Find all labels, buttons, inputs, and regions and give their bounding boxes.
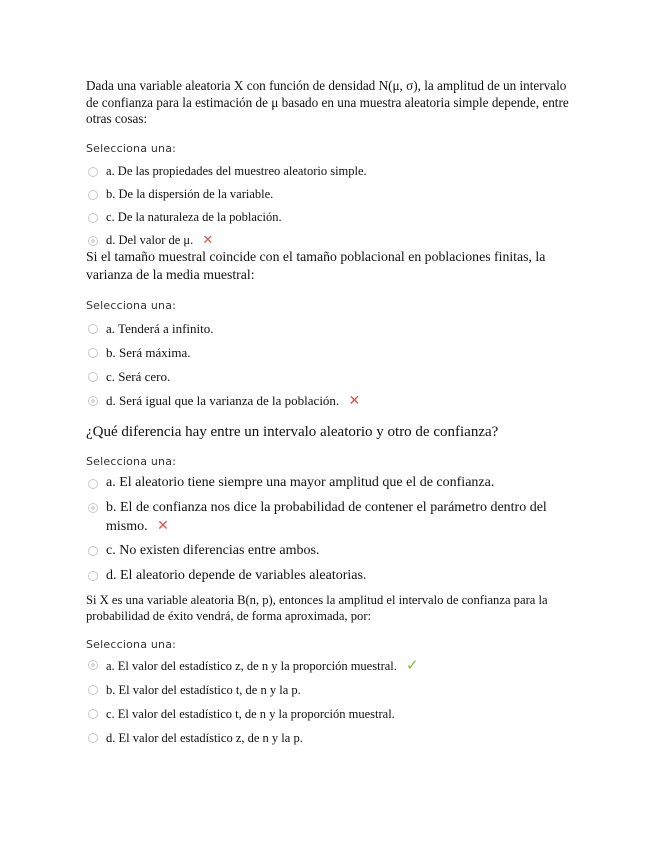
radio-button[interactable] <box>88 190 98 200</box>
question-3-option-c[interactable] <box>86 538 576 563</box>
question-4-stem: Si X es una variable aleatoria B(n, p), entonces la amplitud el intervalo de confianza para la probabilidad de éxito vendrá, de forma aproximada, por: <box>86 593 548 623</box>
question-2-option-a[interactable] <box>86 317 576 341</box>
radio-button-selected[interactable] <box>88 503 98 513</box>
option-label: b. El de confianza nos dice la probabilidad de contener el parámetro dentro del mismo. <box>106 500 547 534</box>
question-3-option-a[interactable] <box>86 471 576 495</box>
question-2-prompt: Selecciona una: <box>86 299 177 312</box>
incorrect-icon: ✕ <box>348 393 361 409</box>
question-3-prompt: Selecciona una: <box>86 455 177 468</box>
question-1-prompt: Selecciona una: <box>86 141 177 155</box>
radio-button[interactable] <box>88 571 98 581</box>
question-3-option-d[interactable] <box>86 563 576 588</box>
option-label: b. El valor del estadístico t, de n y la p. <box>106 683 301 697</box>
question-4-option-b[interactable] <box>86 678 576 702</box>
option-label: c. De la naturaleza de la población. <box>106 209 282 224</box>
question-2-option-b[interactable] <box>86 341 576 365</box>
question-3-stem: ¿Qué diferencia hay entre un intervalo aleatorio y otro de confianza? <box>86 424 499 440</box>
option-label: a. De las propiedades del muestreo aleatorio simple. <box>106 163 367 178</box>
radio-button-selected[interactable] <box>88 660 98 670</box>
radio-button[interactable] <box>88 685 98 695</box>
option-label: c. No existen diferencias entre ambos. <box>106 543 320 558</box>
radio-button[interactable] <box>88 348 98 358</box>
question-1-option-a[interactable] <box>86 160 576 183</box>
option-label: a. El aleatorio tiene siempre una mayor amplitud que el de confianza. <box>106 475 495 490</box>
option-label: d. Será igual que la varianza de la población. <box>106 393 340 408</box>
radio-button[interactable] <box>88 324 98 334</box>
question-4-option-a[interactable] <box>86 653 576 678</box>
option-label: d. El aleatorio depende de variables aleatorias. <box>106 568 367 583</box>
radio-button[interactable] <box>88 167 98 177</box>
radio-button[interactable] <box>88 213 98 223</box>
incorrect-icon: ✕ <box>202 232 214 248</box>
question-2-stem: Si el tamaño muestral coincide con el tamaño poblacional en poblaciones finitas, la varianza de la media muestral: <box>86 249 546 282</box>
radio-button[interactable] <box>88 479 98 489</box>
option-label: a. Tenderá a infinito. <box>106 321 214 336</box>
question-2-option-c[interactable] <box>86 365 576 389</box>
question-1-option-c[interactable] <box>86 206 576 229</box>
question-4-option-d[interactable] <box>86 726 576 750</box>
radio-button-selected[interactable] <box>88 396 98 406</box>
option-label: b. Será máxima. <box>106 345 191 360</box>
question-4 <box>86 592 576 750</box>
question-1-stem: Dada una variable aleatoria X con función de densidad N(μ, σ), la amplitud de un intervalo de confianza para la estimación de μ basado en una muestra aleatoria simple depende, entre otras cosas: <box>86 78 569 126</box>
option-label: d. Del valor de μ. <box>106 232 194 247</box>
question-1 <box>86 78 576 252</box>
option-label: c. Será cero. <box>106 369 171 384</box>
radio-button[interactable] <box>88 372 98 382</box>
question-4-prompt: Selecciona una: <box>86 638 177 651</box>
radio-button[interactable] <box>88 733 98 743</box>
question-3 <box>86 422 576 588</box>
option-label: b. De la dispersión de la variable. <box>106 186 274 201</box>
question-3-option-b[interactable] <box>86 495 576 536</box>
question-1-option-b[interactable] <box>86 183 576 206</box>
question-2 <box>86 248 576 413</box>
radio-button-selected[interactable] <box>88 236 98 246</box>
correct-checkmark-icon: ✓ <box>406 656 419 674</box>
option-label: c. El valor del estadístico t, de n y la proporción muestral. <box>106 707 395 721</box>
incorrect-icon: ✕ <box>157 518 169 534</box>
option-label: a. El valor del estadístico z, de n y la proporción muestral. <box>106 659 397 673</box>
radio-button[interactable] <box>88 546 98 556</box>
radio-button[interactable] <box>88 709 98 719</box>
option-label: d. El valor del estadístico z, de n y la p. <box>106 731 303 745</box>
question-4-option-c[interactable] <box>86 702 576 726</box>
question-2-option-d[interactable] <box>86 389 576 413</box>
